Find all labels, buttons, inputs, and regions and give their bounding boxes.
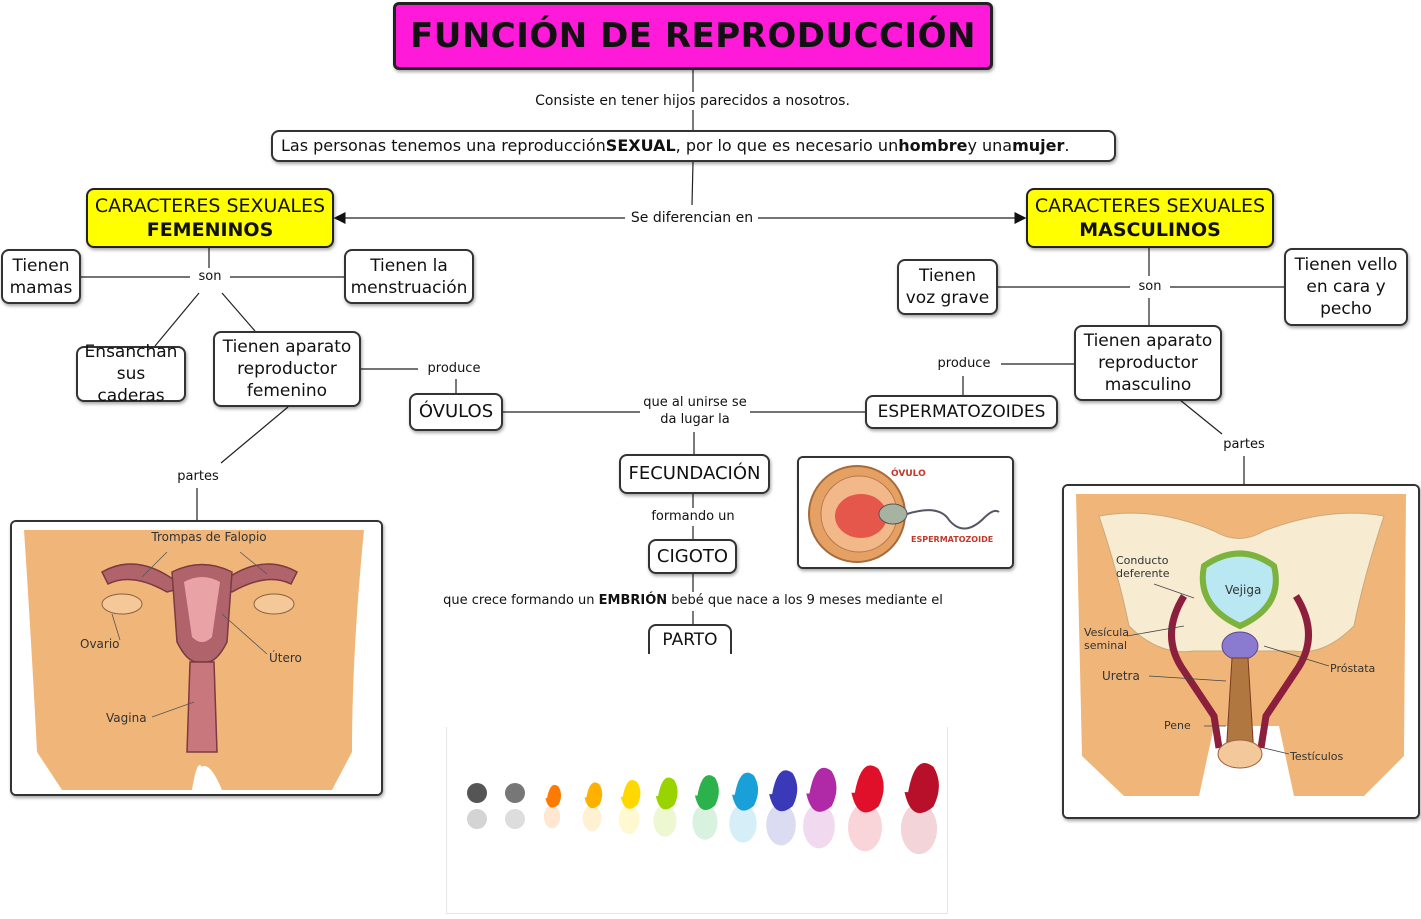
growth-bold: EMBRIÓN	[598, 593, 668, 608]
embryo-stage	[619, 780, 641, 834]
growth-text-1: que crece formando un	[443, 593, 599, 608]
female-anatomy-drawing	[12, 522, 381, 794]
embryo-stage	[544, 785, 561, 828]
sexual-text-4: .	[1064, 136, 1070, 155]
fertilization-drawing	[799, 458, 1012, 567]
uretra-label: Uretra	[1102, 669, 1140, 683]
utero-label: Útero	[269, 651, 302, 665]
fecundacion-box: FECUNDACIÓN	[619, 454, 770, 494]
embryo-stage	[654, 778, 678, 837]
male-voice-box: Tienen voz grave	[897, 259, 998, 315]
female-menstruation-box: Tienen la menstruación	[344, 249, 474, 304]
sexual-bold-3: mujer	[1012, 136, 1065, 155]
male-anatomy-image	[1062, 484, 1420, 819]
embryo-development-image	[446, 727, 948, 914]
formando-label: formando un	[638, 508, 748, 526]
female-parts-label: partes	[172, 468, 224, 486]
embryo-stage	[901, 763, 939, 854]
conducto-line1: Conducto	[1116, 554, 1169, 567]
vagina-label: Vagina	[106, 711, 147, 725]
differ-label: Se diferencian en	[627, 209, 757, 227]
female-characteristics-heading	[86, 188, 334, 248]
male-parts-label: partes	[1218, 436, 1270, 454]
ovulo-image-label: ÓVULO	[891, 469, 926, 479]
embryo-stage	[803, 768, 836, 849]
parto-box: PARTO	[648, 624, 732, 654]
male-reproductive-system-box: Tienen aparato reproductor masculino	[1074, 325, 1222, 401]
female-anatomy-image	[10, 520, 383, 796]
ovulos-box: ÓVULOS	[409, 393, 503, 431]
female-mamas-box: Tienen mamas	[1, 249, 81, 304]
male-anatomy-drawing	[1064, 486, 1418, 817]
male-characteristics-heading	[1026, 188, 1274, 248]
conducto-line2: deferente	[1116, 567, 1170, 580]
male-hair-box: Tienen vello en cara y pecho	[1284, 248, 1408, 326]
vesicula-line2: seminal	[1084, 639, 1128, 652]
female-produce-label: produce	[420, 360, 488, 378]
female-hips-box: Ensanchan sus caderas	[76, 346, 186, 402]
sexual-text-3: y una	[967, 136, 1013, 155]
trompas-label: Trompas de Falopio	[151, 530, 267, 544]
conducto-label	[1116, 554, 1172, 580]
embryo-stage	[848, 765, 884, 851]
testiculos-label: Testículos	[1290, 750, 1344, 763]
sexual-bold-2: hombre	[898, 136, 968, 155]
male-heading-line1: CARACTERES SEXUALES	[1034, 195, 1266, 217]
definition-label: Consiste en tener hijos parecidos a nosotros.	[520, 92, 865, 110]
female-heading-line2: FEMENINOS	[146, 219, 274, 241]
ovario-label: Ovario	[80, 637, 120, 651]
male-heading-line2: MASCULINOS	[1079, 219, 1221, 241]
embryo-stage	[467, 783, 487, 829]
page-title: FUNCIÓN DE REPRODUCCIÓN	[393, 2, 993, 70]
sperm-image-label: ESPERMATOZOIDE	[911, 535, 994, 544]
embryo-stage	[505, 783, 525, 829]
embryo-stage	[729, 773, 758, 843]
fertilization-image	[797, 456, 1014, 569]
male-produce-label: produce	[930, 355, 998, 373]
sexual-bold-1: SEXUAL	[605, 136, 676, 155]
sexual-reproduction-box	[271, 130, 1116, 162]
growth-text-2: bebé que nace a los 9 meses mediante el	[667, 593, 943, 608]
vesicula-line1: Vesícula	[1084, 626, 1130, 639]
vejiga-label: Vejiga	[1225, 583, 1262, 597]
espermatozoides-box: ESPERMATOZOIDES	[865, 395, 1058, 429]
embryo-stage	[766, 770, 797, 845]
female-heading-line1: CARACTERES SEXUALES	[94, 195, 326, 217]
embryo-stage	[692, 775, 718, 840]
female-reproductive-system-box: Tienen aparato reproductor femenino	[213, 331, 361, 407]
embryo-stages-drawing	[447, 727, 947, 913]
prostata-label: Próstata	[1330, 662, 1376, 675]
male-son-label: son	[1132, 278, 1168, 296]
growth-label	[420, 592, 966, 610]
union-label: que al unirse se da lugar la	[640, 394, 750, 428]
embryo-stage	[583, 782, 603, 831]
sexual-text-2: , por lo que es necesario un	[675, 136, 899, 155]
sexual-text-1: Las personas tenemos una reproducción	[281, 136, 606, 155]
pene-label: Pene	[1164, 719, 1191, 732]
cigoto-box: CIGOTO	[648, 539, 737, 574]
female-son-label: son	[192, 268, 228, 286]
vesicula-label	[1084, 626, 1133, 652]
